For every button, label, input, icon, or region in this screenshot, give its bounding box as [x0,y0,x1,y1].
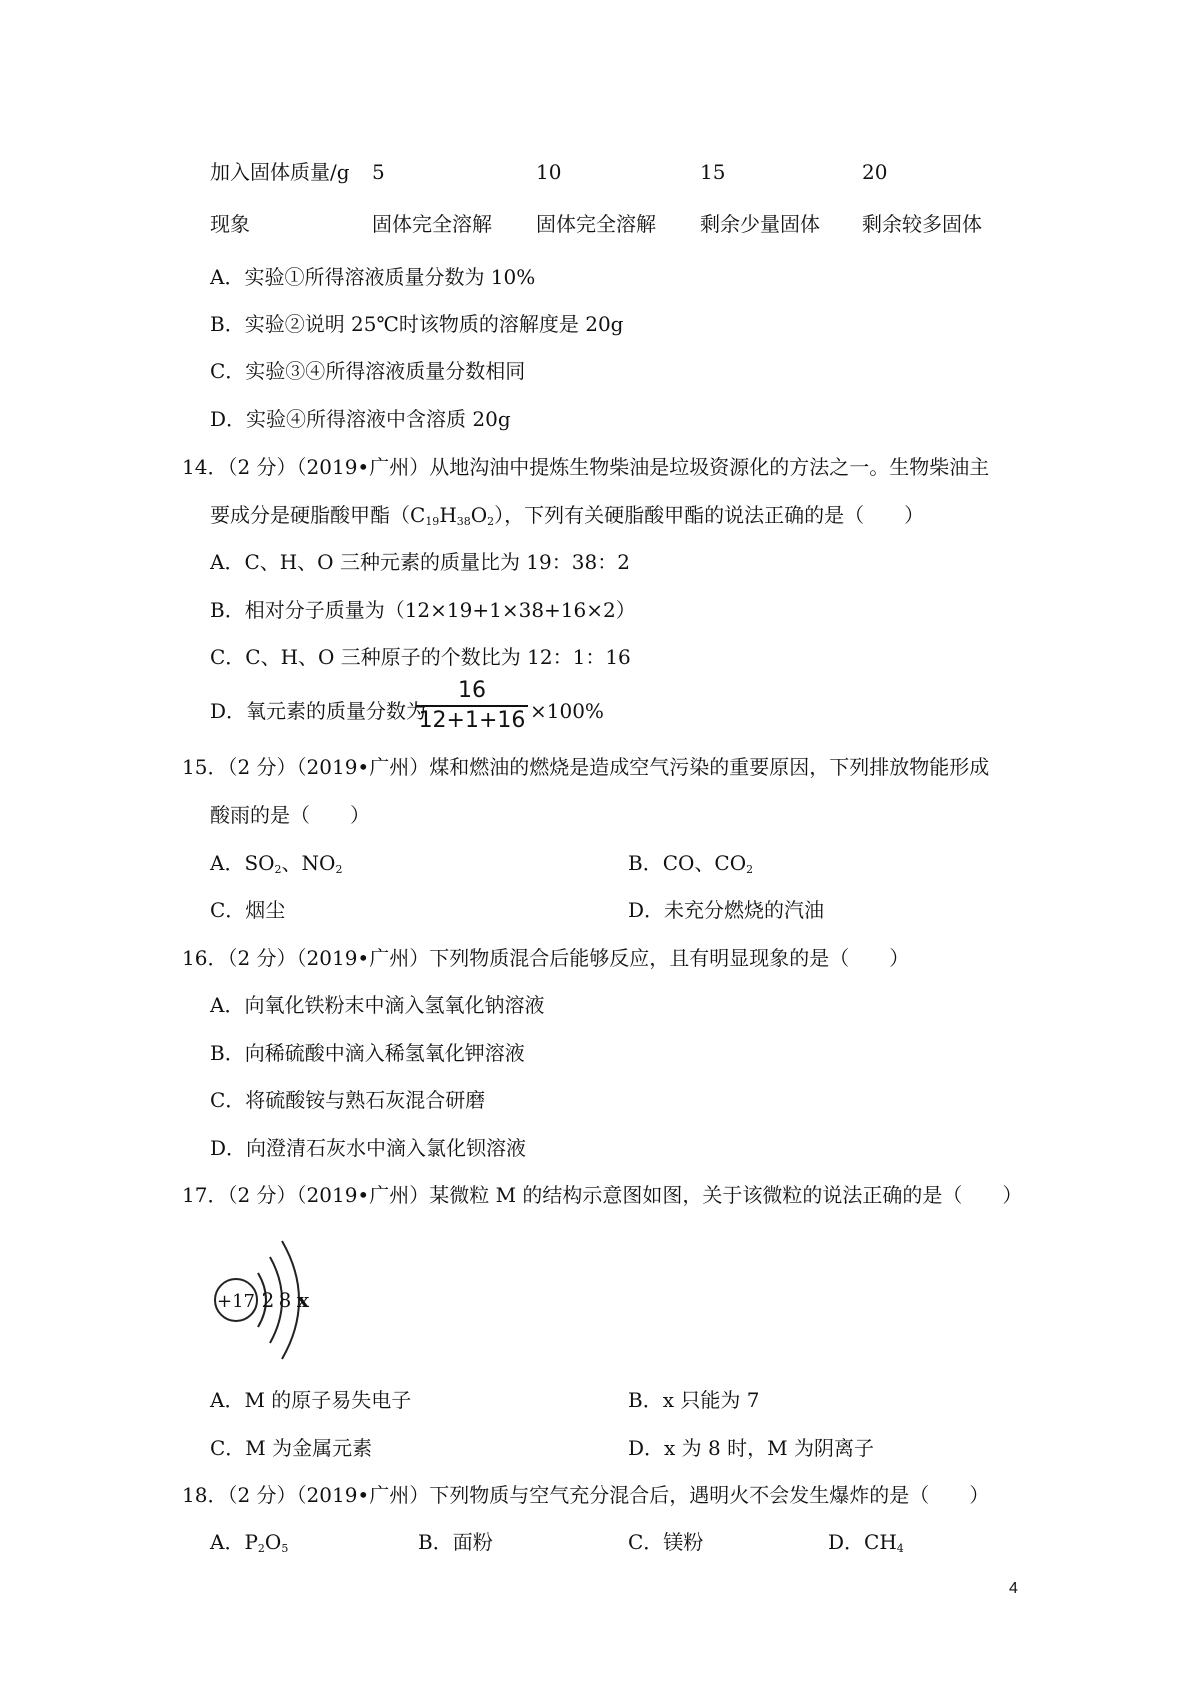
shell-2-electrons: 8 [278,1288,292,1312]
q14-option-d-fraction [416,678,528,734]
q15-stem-line1: 15．（2 分）（2019•广州）煤和燃油的燃烧是造成空气污染的重要原因，下列排放物能形成 [182,755,990,779]
table-cell: 固体完全溶解 [536,212,656,236]
table-row-label: 加入固体质量/g [210,160,350,184]
q16-option-c: C．将硫酸铵与熟石灰混合研磨 [210,1088,486,1112]
table-cell: 固体完全溶解 [372,212,492,236]
q18-option-a: A．$P_2O_5$ [210,1530,289,1555]
shell-1-electrons: 2 [261,1288,275,1312]
q16-option-b: B．向稀硫酸中滴入稀氢氧化钾溶液 [210,1041,525,1065]
fraction-bar [416,705,528,707]
q14-option-b: B．相对分子质量为（12×19+1×38+16×2） [210,598,636,622]
q17-stem: 17．（2 分）（2019•广州）某微粒 M 的结构示意图如图，关于该微粒的说法正确的是（ ） [182,1183,1023,1207]
table-row-label: 现象 [210,212,250,236]
table-cell: 20 [862,160,888,184]
q13-option-d: D．实验④所得溶液中含溶质 20g [210,407,511,431]
shell-3-electrons: x [297,1288,309,1312]
q14-option-c: C．C、H、O 三种原子的个数比为 12：1：16 [210,645,631,669]
q18-stem: 18．（2 分）（2019•广州）下列物质与空气充分混合后，遇明火不会发生爆炸的是（ ） [182,1483,990,1507]
q18-option-d: D．$CH_4$ [828,1530,904,1555]
q15-option-b: B．CO、$CO_2$ [628,851,754,876]
page-number: 4 [1009,1580,1018,1597]
table-cell: 剩余较多固体 [862,212,982,236]
q16-option-d: D．向澄清石灰水中滴入氯化钡溶液 [210,1136,527,1160]
q13-option-b: B．实验②说明 25℃时该物质的溶解度是 20g [210,312,624,336]
q17-option-c: C．M 为金属元素 [210,1436,373,1460]
q15-stem-line2: 酸雨的是（ ） [210,803,370,827]
table-cell: 10 [536,160,562,184]
q17-option-d: D．x 为 8 时，M 为阴离子 [628,1436,874,1460]
q17-option-b: B．x 只能为 7 [628,1388,760,1412]
q15-option-c: C．烟尘 [210,898,286,922]
q16-stem: 16．（2 分）（2019•广州）下列物质混合后能够反应，且有明显现象的是（ ） [182,946,910,970]
q15-option-a: A．$SO_2$、$NO_2$ [210,851,343,876]
q13-option-c: C．实验③④所得溶液质量分数相同 [210,359,526,383]
q14-option-a: A．C、H、O 三种元素的质量比为 19：38：2 [210,550,630,574]
nucleus-charge: +17 [217,1291,255,1312]
q14-stem-line1: 14．（2 分）（2019•广州）从地沟油中提炼生物柴油是垃圾资源化的方法之一。生物柴油主 [182,455,990,479]
q17-option-a: A．M 的原子易失电子 [210,1388,412,1412]
fraction-numerator: 16 [458,678,486,703]
q14-option-d-suffix: ×100% [530,699,604,723]
q14-stem-line2: 要成分是硬脂酸甲酯$(C_{19}H_{38}O_2)$，下列有关硬脂酸甲酯的说法正确的是（ ） [210,503,925,528]
table-cell: 5 [372,160,385,184]
q18-option-b: B．面粉 [418,1530,493,1554]
atom-structure-diagram [210,1225,330,1375]
q15-option-d: D．未充分燃烧的汽油 [628,898,825,922]
q13-option-a: A．实验①所得溶液质量分数为 10% [210,265,536,289]
q16-option-a: A．向氧化铁粉末中滴入氢氧化钠溶液 [210,993,545,1017]
fraction-denominator: 12+1+16 [418,708,526,733]
table-cell: 剩余少量固体 [700,212,820,236]
q14-option-d-prefix: D．氧元素的质量分数为 [210,699,427,723]
table-cell: 15 [700,160,726,184]
q18-option-c: C．镁粉 [628,1530,704,1554]
